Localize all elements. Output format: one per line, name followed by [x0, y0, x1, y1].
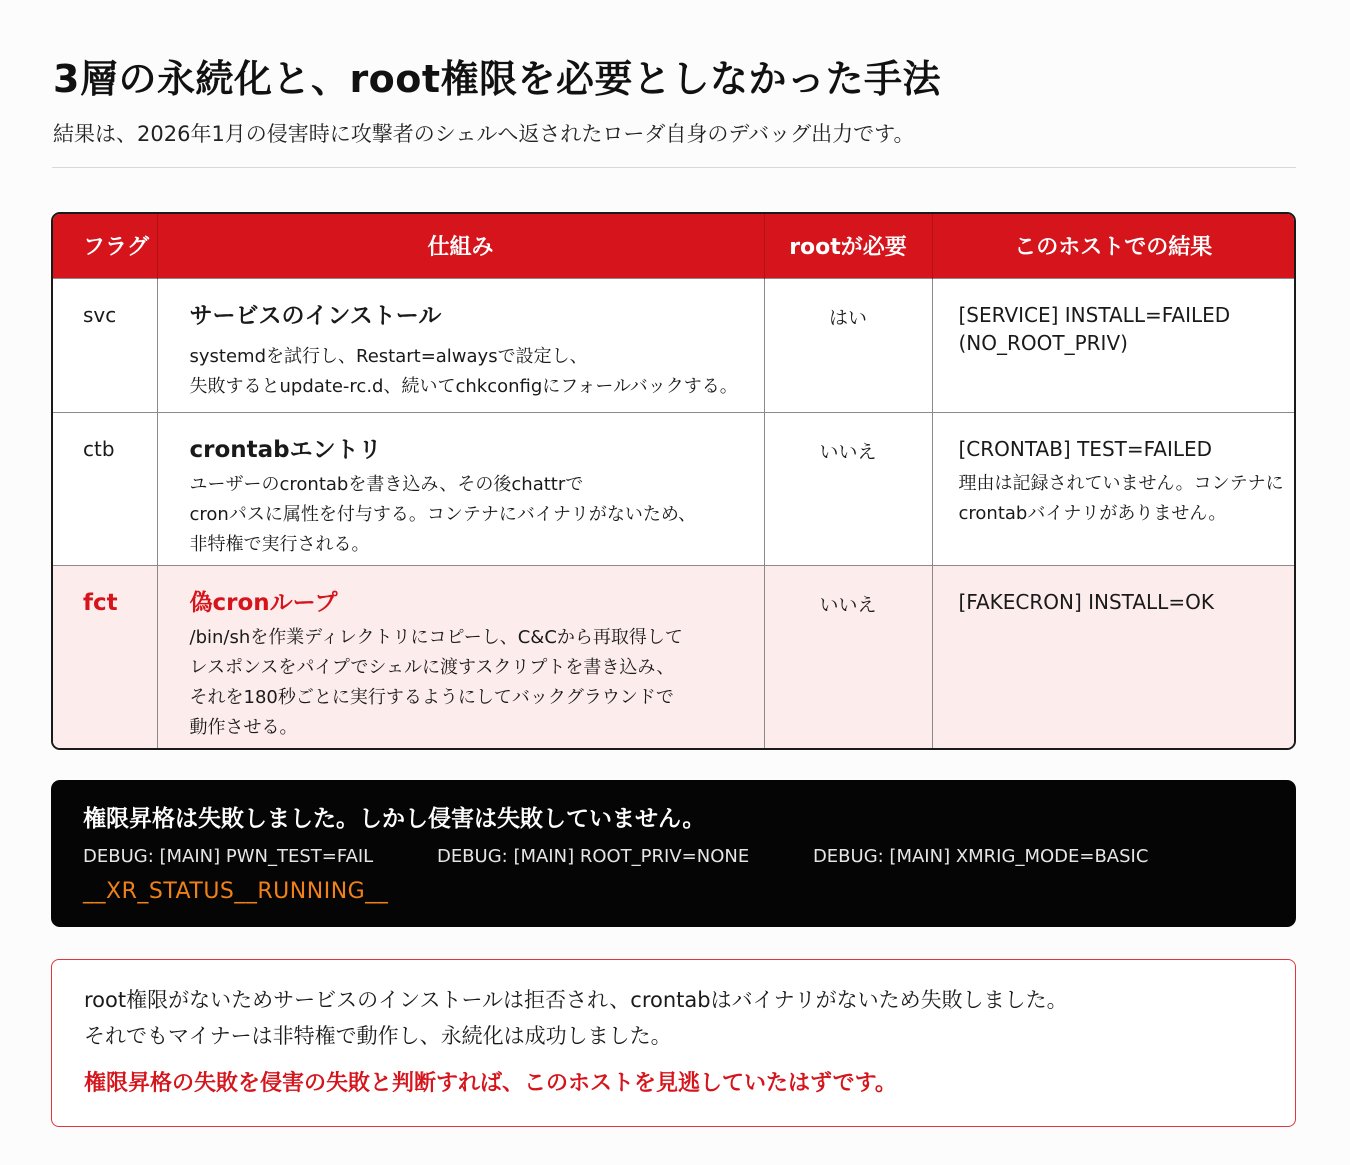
result-cell: [FAKECRON] INSTALL=OK — [932, 565, 1294, 748]
conclusion-line: それでもマイナーは非特権で動作し、永続化は成功しました。 — [84, 1024, 672, 1048]
status-line: __XR_STATUS__RUNNING__ — [83, 879, 389, 904]
page-title: 3層の永続化と、root権限を必要としなかった手法 — [53, 57, 942, 101]
mechanism-description: ユーザーのcrontabを書き込み、その後chattrで cronパスに属性を付与する。コンテナにバイナリがないため、 非特権で実行される。 — [189, 473, 697, 555]
flag-cell: ctb — [53, 412, 157, 565]
table-row — [53, 278, 1294, 412]
debug-line: DEBUG: [MAIN] ROOT_PRIV=NONE — [436, 846, 750, 867]
mechanism-title: crontabエントリ — [189, 436, 382, 463]
header-root-required: rootが必要 — [764, 214, 932, 278]
flag-cell: svc — [53, 278, 157, 412]
result-note: 理由は記録されていません。コンテナに crontabバイナリがありません。 — [958, 472, 1284, 524]
table-row-highlighted — [53, 565, 1294, 748]
flag-cell: fct — [53, 565, 157, 748]
root-required-cell: いいえ — [764, 412, 932, 565]
mechanism-cell — [157, 565, 764, 748]
debug-title: 権限昇格は失敗しました。しかし侵害は失敗していません。 — [83, 806, 706, 832]
debug-line: DEBUG: [MAIN] PWN_TEST=FAIL — [83, 846, 374, 867]
conclusion-emphasis: 権限昇格の失敗を侵害の失敗と判断すれば、このホストを見逃していたはずです。 — [84, 1071, 897, 1096]
mechanism-description: /bin/shを作業ディレクトリにコピーし、C&Cから再取得して レスポンスをパイプでシェルに渡すスクリプトを書き込み、 それを180秒ごとに実行するようにしてバックグラウンドで 動作させる。 — [189, 626, 683, 738]
table-header-row — [53, 214, 1294, 278]
conclusion-line: root権限がないためサービスのインストールは拒否され、crontabはバイナリがないため失敗しました。 — [84, 988, 1068, 1012]
conclusion-box — [51, 959, 1296, 1127]
page-subtitle: 結果は、2026年1月の侵害時に攻撃者のシェルへ返されたローダ自身のデバッグ出力です。 — [53, 122, 915, 146]
mechanism-cell — [157, 412, 764, 565]
table-row — [53, 412, 1294, 565]
result-cell: [CRONTAB] TEST=FAILED 理由は記録されていません。コンテナに crontabバイナリがありません。 — [932, 412, 1294, 565]
header-mechanism: 仕組み — [157, 214, 764, 278]
debug-lines — [83, 846, 1296, 867]
debug-output-panel — [51, 780, 1296, 927]
mechanism-title: サービスのインストール — [189, 302, 442, 329]
divider — [52, 167, 1296, 168]
mechanism-title: 偽cronループ — [189, 589, 338, 616]
mechanism-description: systemdを試行し、Restart=alwaysで設定し、 失敗するとupdate-rc.d、続いてchkconfigにフォールバックする。 — [189, 345, 738, 397]
root-required-cell: はい — [764, 278, 932, 412]
mechanism-cell — [157, 278, 764, 412]
header-result: このホストでの結果 — [932, 214, 1294, 278]
persistence-table — [51, 212, 1296, 750]
header-flag: フラグ — [53, 214, 157, 278]
root-required-cell: いいえ — [764, 565, 932, 748]
result-cell: [SERVICE] INSTALL=FAILED (NO_ROOT_PRIV) — [932, 278, 1294, 412]
debug-line: DEBUG: [MAIN] XMRIG_MODE=BASIC — [812, 846, 1149, 867]
